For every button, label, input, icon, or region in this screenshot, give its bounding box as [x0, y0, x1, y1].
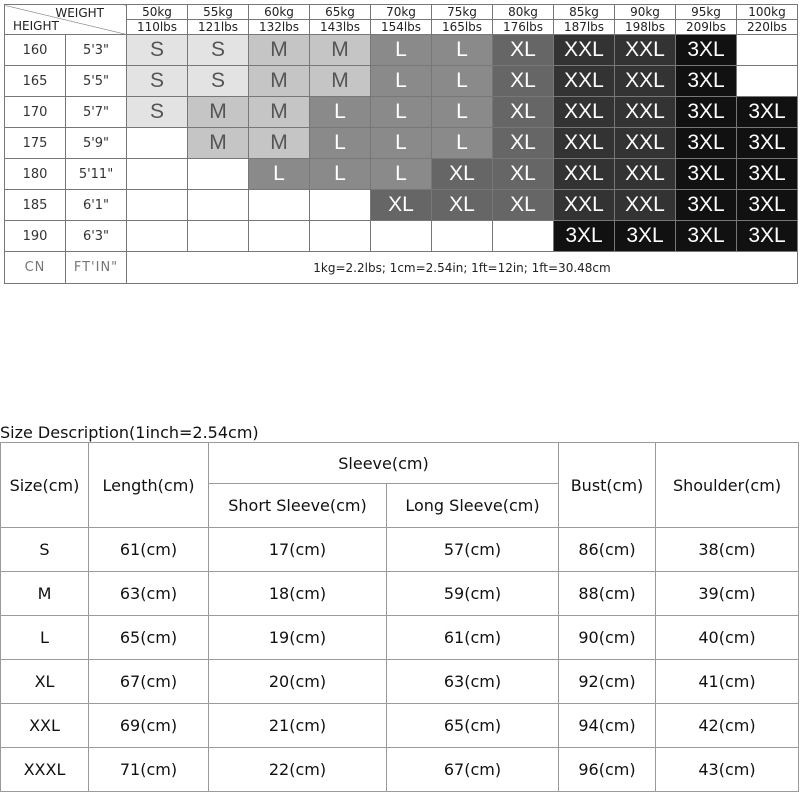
weight-kg-cell: 50kg: [127, 5, 188, 20]
size-cell: XXL: [615, 190, 676, 221]
height-row: [5, 35, 798, 66]
height-cm-cell: 175: [5, 128, 66, 159]
size-cell: XXL: [554, 128, 615, 159]
weight-kg-cell: 55kg: [188, 5, 249, 20]
size-cell: [188, 221, 249, 252]
height-row: [5, 190, 798, 221]
height-cm-cell: 160: [5, 35, 66, 66]
size-cell: L: [432, 66, 493, 97]
size-cell: S: [127, 97, 188, 128]
size-cell: M: [249, 128, 310, 159]
size-cell: L: [371, 66, 432, 97]
weight-height-corner: [5, 5, 127, 35]
unit-ftin-cell: FT'IN": [66, 252, 127, 284]
size-shoulder-cell: 39(cm): [656, 572, 799, 616]
height-cm-cell: 190: [5, 221, 66, 252]
size-size-cell: S: [1, 528, 89, 572]
header-size: Size(cm): [1, 443, 89, 528]
header-shoulder: Shoulder(cm): [656, 443, 799, 528]
weight-lbs-cell: 121lbs: [188, 20, 249, 35]
weight-lbs-cell: 176lbs: [493, 20, 554, 35]
size-bust-cell: 86(cm): [559, 528, 656, 572]
size-bust-cell: 88(cm): [559, 572, 656, 616]
size-cell: M: [310, 66, 371, 97]
weight-lbs-cell: 198lbs: [615, 20, 676, 35]
size-row: [1, 704, 799, 748]
size-shoulder-cell: 42(cm): [656, 704, 799, 748]
size-long-cell: 65(cm): [387, 704, 559, 748]
weight-lbs-cell: 110lbs: [127, 20, 188, 35]
size-row: [1, 572, 799, 616]
size-cell: 3XL: [676, 97, 737, 128]
size-cell: [127, 128, 188, 159]
weight-kg-cell: 75kg: [432, 5, 493, 20]
size-cell: [127, 190, 188, 221]
size-cell: L: [371, 128, 432, 159]
height-row: [5, 97, 798, 128]
height-ft-cell: 6'3": [66, 221, 127, 252]
size-cell: XL: [493, 35, 554, 66]
weight-lbs-cell: 220lbs: [737, 20, 798, 35]
size-description-title: Size Description(1inch=2.54cm): [0, 423, 259, 442]
conversion-note: 1kg=2.2lbs; 1cm=2.54in; 1ft=12in; 1ft=30.48cm: [127, 252, 798, 284]
height-ft-cell: 5'5": [66, 66, 127, 97]
size-cell: XL: [432, 159, 493, 190]
size-size-cell: M: [1, 572, 89, 616]
size-cell: [127, 159, 188, 190]
weight-kg-cell: 85kg: [554, 5, 615, 20]
size-cell: XL: [493, 190, 554, 221]
height-cm-cell: 180: [5, 159, 66, 190]
size-cell: [188, 159, 249, 190]
size-cell: XL: [371, 190, 432, 221]
weight-lbs-cell: 154lbs: [371, 20, 432, 35]
weight-kg-cell: 65kg: [310, 5, 371, 20]
size-cell: [493, 221, 554, 252]
size-cell: M: [249, 97, 310, 128]
size-cell: M: [188, 97, 249, 128]
size-cell: XXL: [554, 66, 615, 97]
size-description-table: [0, 442, 799, 792]
size-cell: [432, 221, 493, 252]
size-cell: XL: [493, 97, 554, 128]
height-ft-cell: 5'3": [66, 35, 127, 66]
size-cell: [310, 221, 371, 252]
weight-kg-cell: 100kg: [737, 5, 798, 20]
size-length-cell: 65(cm): [89, 616, 209, 660]
height-row: [5, 221, 798, 252]
size-cell: XXL: [615, 66, 676, 97]
size-shoulder-cell: 40(cm): [656, 616, 799, 660]
size-shoulder-cell: 38(cm): [656, 528, 799, 572]
size-row: [1, 660, 799, 704]
size-length-cell: 69(cm): [89, 704, 209, 748]
size-cell: L: [371, 35, 432, 66]
weight-lbs-cell: 165lbs: [432, 20, 493, 35]
height-ft-cell: 5'7": [66, 97, 127, 128]
weight-label: WEIGHT: [55, 6, 104, 20]
size-cell: L: [249, 159, 310, 190]
size-cell: [249, 190, 310, 221]
size-cell: M: [249, 35, 310, 66]
size-short-cell: 18(cm): [209, 572, 387, 616]
size-size-cell: XXXL: [1, 748, 89, 792]
size-cell: M: [249, 66, 310, 97]
size-cell: 3XL: [737, 97, 798, 128]
unit-cn-cell: CN: [5, 252, 66, 284]
size-cell: XL: [493, 66, 554, 97]
size-cell: XXL: [615, 35, 676, 66]
size-size-cell: L: [1, 616, 89, 660]
size-length-cell: 63(cm): [89, 572, 209, 616]
size-shoulder-cell: 41(cm): [656, 660, 799, 704]
size-long-cell: 67(cm): [387, 748, 559, 792]
size-cell: 3XL: [676, 159, 737, 190]
size-cell: 3XL: [676, 190, 737, 221]
size-cell: L: [432, 128, 493, 159]
size-bust-cell: 90(cm): [559, 616, 656, 660]
size-short-cell: 19(cm): [209, 616, 387, 660]
size-cell: XXL: [554, 190, 615, 221]
weight-lbs-cell: 143lbs: [310, 20, 371, 35]
size-length-cell: 61(cm): [89, 528, 209, 572]
size-cell: [737, 66, 798, 97]
header-short-sleeve: Short Sleeve(cm): [209, 484, 387, 528]
size-chart: [4, 4, 798, 284]
height-cm-cell: 170: [5, 97, 66, 128]
desc-header-row-1: [1, 443, 799, 484]
weight-kg-cell: 95kg: [676, 5, 737, 20]
size-cell: [249, 221, 310, 252]
size-cell: 3XL: [554, 221, 615, 252]
size-cell: XXL: [615, 128, 676, 159]
size-row: [1, 616, 799, 660]
header-length: Length(cm): [89, 443, 209, 528]
size-size-cell: XL: [1, 660, 89, 704]
size-cell: M: [188, 128, 249, 159]
size-cell: L: [310, 128, 371, 159]
weight-kg-row: [5, 5, 798, 20]
height-cm-cell: 165: [5, 66, 66, 97]
size-cell: XXL: [554, 159, 615, 190]
size-cell: S: [127, 66, 188, 97]
size-size-cell: XXL: [1, 704, 89, 748]
size-cell: XL: [493, 128, 554, 159]
weight-lbs-cell: 187lbs: [554, 20, 615, 35]
size-cell: L: [432, 35, 493, 66]
size-cell: [371, 221, 432, 252]
height-row: [5, 128, 798, 159]
weight-kg-cell: 70kg: [371, 5, 432, 20]
size-cell: [188, 190, 249, 221]
size-cell: L: [432, 97, 493, 128]
height-label: HEIGHT: [13, 19, 59, 33]
size-long-cell: 63(cm): [387, 660, 559, 704]
size-row: [1, 748, 799, 792]
size-cell: 3XL: [737, 159, 798, 190]
weight-lbs-cell: 132lbs: [249, 20, 310, 35]
size-cell: S: [127, 35, 188, 66]
size-row: [1, 528, 799, 572]
size-long-cell: 57(cm): [387, 528, 559, 572]
size-cell: XXL: [615, 97, 676, 128]
size-cell: L: [310, 159, 371, 190]
size-length-cell: 71(cm): [89, 748, 209, 792]
weight-kg-cell: 80kg: [493, 5, 554, 20]
size-cell: L: [310, 97, 371, 128]
height-ft-cell: 5'9": [66, 128, 127, 159]
header-sleeve: Sleeve(cm): [209, 443, 559, 484]
size-long-cell: 61(cm): [387, 616, 559, 660]
size-cell: XXL: [554, 97, 615, 128]
size-cell: 3XL: [615, 221, 676, 252]
size-cell: M: [310, 35, 371, 66]
size-cell: 3XL: [676, 66, 737, 97]
header-bust: Bust(cm): [559, 443, 656, 528]
weight-lbs-cell: 209lbs: [676, 20, 737, 35]
size-long-cell: 59(cm): [387, 572, 559, 616]
size-cell: 3XL: [737, 190, 798, 221]
size-cell: 3XL: [676, 221, 737, 252]
size-cell: 3XL: [737, 221, 798, 252]
size-cell: 3XL: [676, 128, 737, 159]
height-ft-cell: 5'11": [66, 159, 127, 190]
size-length-cell: 67(cm): [89, 660, 209, 704]
height-row: [5, 159, 798, 190]
size-cell: XXL: [615, 159, 676, 190]
size-cell: S: [188, 66, 249, 97]
units-row: [5, 252, 798, 284]
size-cell: [737, 35, 798, 66]
header-long-sleeve: Long Sleeve(cm): [387, 484, 559, 528]
size-cell: L: [371, 159, 432, 190]
size-cell: 3XL: [676, 35, 737, 66]
height-row: [5, 66, 798, 97]
size-short-cell: 22(cm): [209, 748, 387, 792]
height-cm-cell: 185: [5, 190, 66, 221]
size-cell: L: [371, 97, 432, 128]
weight-kg-cell: 90kg: [615, 5, 676, 20]
size-short-cell: 20(cm): [209, 660, 387, 704]
size-cell: XL: [432, 190, 493, 221]
size-short-cell: 17(cm): [209, 528, 387, 572]
size-bust-cell: 94(cm): [559, 704, 656, 748]
size-cell: [310, 190, 371, 221]
weight-kg-cell: 60kg: [249, 5, 310, 20]
size-cell: [127, 221, 188, 252]
size-shoulder-cell: 43(cm): [656, 748, 799, 792]
size-short-cell: 21(cm): [209, 704, 387, 748]
size-bust-cell: 92(cm): [559, 660, 656, 704]
size-cell: XXL: [554, 35, 615, 66]
height-ft-cell: 6'1": [66, 190, 127, 221]
size-cell: XL: [493, 159, 554, 190]
size-bust-cell: 96(cm): [559, 748, 656, 792]
size-cell: S: [188, 35, 249, 66]
size-cell: 3XL: [737, 128, 798, 159]
